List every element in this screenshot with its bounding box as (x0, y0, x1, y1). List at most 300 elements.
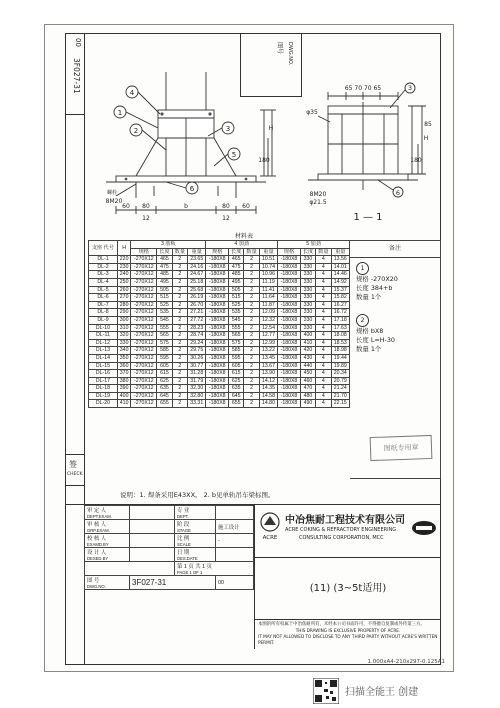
table-cell: DL-9 (89, 316, 118, 324)
title-block (66, 504, 440, 665)
table-row (89, 278, 350, 286)
table-cell: 21.70 (331, 392, 349, 400)
table-cell: -270X12 (131, 324, 157, 332)
note-line: 长度 L=H-30 (356, 336, 395, 344)
table-cell: 4 (316, 385, 331, 393)
table-cell: 13.56 (331, 256, 349, 264)
material-table-wrap (88, 231, 440, 453)
table-cell: 2 (244, 271, 259, 279)
table-cell: 4 (316, 278, 331, 286)
table-cell: 4 (316, 392, 331, 400)
table-cell: 595 (229, 354, 244, 362)
table-row (89, 385, 350, 393)
table-cell: 360 (117, 362, 130, 370)
table-cell: 635 (229, 385, 244, 393)
table-cell: 25.68 (188, 286, 206, 294)
group-header: 5 加劲 (278, 241, 350, 249)
table-cell: 465 (157, 256, 172, 264)
table-cell: 20.79 (331, 377, 349, 385)
table-cell: 2 (244, 278, 259, 286)
table-cell: -180X8 (278, 316, 301, 324)
table-cell: 2 (172, 324, 187, 332)
table-cell: 12.09 (259, 309, 277, 317)
title-block-table (84, 505, 254, 590)
table-cell: 340 (117, 347, 130, 355)
table-cell: DL-13 (89, 347, 118, 355)
table-cell: -180X8 (206, 385, 229, 393)
sub-header: 数量 (172, 248, 187, 256)
table-cell: 430 (300, 354, 315, 362)
table-cell: -270X12 (131, 377, 157, 385)
table-cell: -270X12 (131, 271, 157, 279)
table-cell: 2 (172, 271, 187, 279)
acre-logo-icon (259, 511, 281, 541)
table-cell: -180X8 (278, 339, 301, 347)
table-cell: 4 (316, 294, 331, 302)
table-cell: 535 (157, 309, 172, 317)
table-cell: 460 (300, 377, 315, 385)
table-cell: 300 (117, 316, 130, 324)
note-number: 2 (356, 314, 369, 327)
table-cell: 2 (172, 385, 187, 393)
role-label: 设 计 人 DESED.BY (85, 548, 130, 562)
sidebar-sheet: 00 (74, 38, 82, 47)
table-cell: 410 (300, 339, 315, 347)
table-cell: 410 (117, 400, 130, 408)
table-cell: 12.99 (259, 339, 277, 347)
table-cell: 480 (300, 392, 315, 400)
table-cell: -180X8 (278, 294, 301, 302)
table-cell: -180X8 (278, 370, 301, 378)
notes-header: 备注 (350, 241, 440, 258)
table-cell: 18.08 (331, 332, 349, 340)
table-cell: 2 (244, 347, 259, 355)
table-cell: 4 (316, 339, 331, 347)
table-cell: 11.87 (259, 301, 277, 309)
table-cell: -270X12 (131, 385, 157, 393)
scanner-footer (0, 676, 500, 708)
table-cell: 4 (316, 256, 331, 264)
drawing-frame (65, 33, 441, 665)
table-cell: 330 (300, 309, 315, 317)
elev-label-6: 6 (189, 185, 195, 193)
sidebar-sign-en: CHECK (67, 472, 83, 477)
table-cell: DL-5 (89, 286, 118, 294)
table-cell: 555 (157, 324, 172, 332)
table-cell: 485 (157, 271, 172, 279)
table-cell: 29.75 (188, 347, 206, 355)
field-value (216, 548, 254, 562)
table-cell: 32.30 (188, 385, 206, 393)
table-cell: -270X12 (131, 256, 157, 264)
sub-header: 数量 (316, 248, 331, 256)
table-cell: 330 (300, 263, 315, 271)
copyright-cn: 本图的所有权属于中冶焦耐所有，未经本公司书面许可，不得擅自复制或外传第三方。 (258, 622, 425, 627)
table-cell: 11.19 (259, 278, 277, 286)
note-line: 规格 bX8 (356, 327, 384, 335)
table-cell: -180X8 (278, 271, 301, 279)
table-cell: 485 (229, 271, 244, 279)
table-cell: -270X12 (131, 309, 157, 317)
table-row (89, 392, 350, 400)
table-cell: -180X8 (206, 332, 229, 340)
table-row (89, 294, 350, 302)
table-cell: -180X8 (206, 347, 229, 355)
section-label-3: 3 (407, 84, 413, 92)
table-cell: 14.01 (331, 263, 349, 271)
role-label: 审 核 人 GRP.EXAM. (85, 520, 130, 534)
table-cell: 14.80 (259, 400, 277, 408)
table-cell: -180X8 (206, 324, 229, 332)
table-cell: 615 (229, 370, 244, 378)
table-cell: -180X8 (278, 301, 301, 309)
table-cell: 310 (117, 324, 130, 332)
table-cell: 2 (172, 354, 187, 362)
table-cell: 2 (244, 354, 259, 362)
table-cell: 330 (300, 286, 315, 294)
table-cell: DL-1 (89, 256, 118, 264)
field-label: 阶 段 STAGE (175, 520, 216, 534)
table-row (89, 271, 350, 279)
note-block (356, 262, 434, 302)
table-cell: 26.19 (188, 294, 206, 302)
logo-text: ACRE (262, 535, 278, 541)
group-header: 4 加劲 (206, 241, 278, 249)
table-cell: 4 (316, 354, 331, 362)
table-cell: -270X12 (131, 332, 157, 340)
table-cell: 2 (172, 309, 187, 317)
table-cell: 2 (172, 256, 187, 264)
table-cell: 2 (244, 332, 259, 340)
table-cell: 495 (229, 278, 244, 286)
table-cell: 2 (172, 301, 187, 309)
table-cell: 4 (316, 347, 331, 355)
table-cell: 18.53 (331, 339, 349, 347)
table-cell: 2 (244, 370, 259, 378)
elev-180-label: 180 (258, 157, 270, 164)
mcc-logo-icon (411, 519, 437, 537)
table-cell: 370 (117, 370, 130, 378)
table-cell: 635 (157, 385, 172, 393)
section-drawing (298, 82, 438, 232)
table-cell: 18.98 (331, 347, 349, 355)
sidebar-sign-cn: 签 (69, 460, 77, 469)
table-cell: 20.34 (331, 370, 349, 378)
table-cell: 24.16 (188, 263, 206, 271)
field-value: 施工设计 (216, 520, 254, 534)
section-phi2: φ21.5 (309, 199, 327, 206)
table-cell: 2 (172, 316, 187, 324)
note-number: 1 (356, 262, 369, 275)
table-cell: 525 (229, 301, 244, 309)
table-row (89, 309, 350, 317)
table-cell: 240 (117, 271, 130, 279)
table-cell: 645 (157, 392, 172, 400)
table-cell: 270 (117, 294, 130, 302)
elev-h-label: H (268, 125, 274, 132)
field-label: 比 例 SCALE (175, 534, 216, 548)
table-cell: 13.90 (259, 370, 277, 378)
approval-stamp: 图纸专用章 (370, 435, 433, 461)
elev-label-5: 5 (231, 151, 237, 159)
table-cell: -270X12 (131, 362, 157, 370)
copyright-en1: THIS DRAWING IS EXCLUSIVE PROPERTY OF ACRE. (295, 628, 401, 633)
table-cell: 11.64 (259, 294, 277, 302)
table-cell: -180X8 (206, 256, 229, 264)
sidebar-code-box (66, 34, 84, 115)
table-cell: 320 (117, 332, 130, 340)
table-cell: 505 (229, 286, 244, 294)
table-cell: 330 (300, 256, 315, 264)
signature-cell (130, 548, 175, 562)
company-name-en2: CONSULTING CORPORATION, MCC (299, 535, 384, 541)
table-cell: 220 (117, 256, 130, 264)
table-cell: -270X12 (131, 301, 157, 309)
table-cell: DL-16 (89, 370, 118, 378)
top-dwg-label: DWG.NO. (287, 42, 293, 66)
elev-dim2-1: 12 (222, 215, 230, 222)
table-cell: -180X8 (278, 286, 301, 294)
table-cell: 2 (244, 362, 259, 370)
table-cell: 12.54 (259, 324, 277, 332)
table-cell: 585 (229, 347, 244, 355)
table-cell: 525 (157, 301, 172, 309)
table-cell: -180X8 (206, 278, 229, 286)
table-cell: -270X12 (131, 392, 157, 400)
table-cell: 645 (229, 392, 244, 400)
table-cell: 21.24 (331, 385, 349, 393)
section-label-6: 6 (395, 189, 401, 197)
table-cell: 615 (157, 370, 172, 378)
table-cell: DL-18 (89, 385, 118, 393)
sub-header: 规格 (131, 248, 157, 256)
table-cell: -270X12 (131, 278, 157, 286)
table-row (89, 332, 350, 340)
notes-column (350, 240, 441, 479)
table-cell: -180X8 (206, 370, 229, 378)
table-cell: 14.35 (259, 385, 277, 393)
table-cell: 2 (244, 301, 259, 309)
table-cell: 4 (316, 301, 331, 309)
table-cell: 12.77 (259, 332, 277, 340)
table-cell: -180X8 (206, 377, 229, 385)
table-cell: 290 (117, 309, 130, 317)
signature-cell (130, 534, 175, 548)
table-cell: 17.63 (331, 324, 349, 332)
drawing-sheet (44, 24, 454, 672)
table-cell: 515 (229, 294, 244, 302)
table-cell: 420 (300, 347, 315, 355)
role-label: 审 定 人 DEPT.EXAM. (85, 506, 130, 520)
table-cell: 4 (316, 400, 331, 408)
table-cell: 260 (117, 286, 130, 294)
table-cell: 625 (229, 377, 244, 385)
table-cell: 350 (117, 354, 130, 362)
table-cell: 330 (300, 271, 315, 279)
table-cell: -180X8 (278, 256, 301, 264)
table-cell: 2 (244, 339, 259, 347)
elev-label-1: 1 (117, 109, 123, 117)
table-row (89, 370, 350, 378)
col-h: H (117, 241, 130, 256)
table-cell: 400 (117, 392, 130, 400)
table-cell: DL-11 (89, 332, 118, 340)
table-row (89, 324, 350, 332)
table-row (89, 347, 350, 355)
table-cell: -180X8 (278, 354, 301, 362)
table-row (89, 301, 350, 309)
section-h: H (423, 135, 429, 142)
table-cell: 655 (229, 400, 244, 408)
table-cell: -180X8 (206, 339, 229, 347)
role-label: 校 核 人 EXAMD.BY (85, 534, 130, 548)
table-cell: 14.92 (331, 278, 349, 286)
table-cell: 490 (300, 400, 315, 408)
table-cell: DL-15 (89, 362, 118, 370)
table-cell: -180X8 (278, 392, 301, 400)
table-cell: -180X8 (206, 286, 229, 294)
table-cell: 13.45 (259, 354, 277, 362)
table-cell: 475 (229, 263, 244, 271)
table-cell: 10.74 (259, 263, 277, 271)
table-cell: DL-19 (89, 392, 118, 400)
table-row (89, 263, 350, 271)
table-cell: 2 (172, 362, 187, 370)
section-85: 85 (424, 121, 432, 128)
table-cell: 655 (157, 400, 172, 408)
table-cell: 15.37 (331, 286, 349, 294)
table-cell: 4 (316, 370, 331, 378)
table-cell: 2 (244, 392, 259, 400)
sub-header: 数量 (244, 248, 259, 256)
table-row (89, 400, 350, 408)
table-row (89, 362, 350, 370)
note-line: 规格 -270X20 (356, 275, 398, 283)
company-name-cn: 中冶焦耐工程技术有限公司 (285, 515, 405, 526)
table-cell: 22.15 (331, 400, 349, 408)
table-row (89, 377, 350, 385)
table-cell: 555 (229, 324, 244, 332)
table-cell: -270X12 (131, 347, 157, 355)
table-cell: 4 (316, 332, 331, 340)
table-cell: -270X12 (131, 286, 157, 294)
elev-bolt-label: 8M20 (105, 198, 123, 205)
table-cell: 2 (244, 385, 259, 393)
table-cell: 465 (229, 256, 244, 264)
table-cell: 2 (172, 339, 187, 347)
table-cell: 2 (172, 278, 187, 286)
dwg-no-value: 3F027-31 (130, 576, 216, 590)
copyright-en2: IT MAY NOT ALLOWED TO DISCLOSE TO ANY THIRD PARTY WITHOUT ACRE'S WRITTEN PERMIT. (258, 634, 438, 645)
table-cell: 14.46 (331, 271, 349, 279)
table-cell: -180X8 (206, 362, 229, 370)
table-cell: 30.77 (188, 362, 206, 370)
table-cell: 495 (157, 278, 172, 286)
col-code: 支座 代号 (89, 241, 118, 256)
table-cell: 2 (244, 309, 259, 317)
table-cell: -270X12 (131, 316, 157, 324)
table-cell: 31.28 (188, 370, 206, 378)
table-cell: 605 (157, 362, 172, 370)
scanner-watermark: 扫描全能王 创建 (345, 687, 419, 698)
note-block (356, 314, 434, 354)
sidebar-code: 3F027-31 (72, 58, 81, 94)
table-cell: 17.18 (331, 316, 349, 324)
table-cell: 2 (244, 324, 259, 332)
table-cell: 4 (316, 362, 331, 370)
table-cell: 545 (229, 316, 244, 324)
table-cell: 14.58 (259, 392, 277, 400)
table-cell: 2 (244, 377, 259, 385)
table-cell: DL-6 (89, 294, 118, 302)
table-row (89, 286, 350, 294)
table-cell: 250 (117, 278, 130, 286)
table-row (89, 354, 350, 362)
table-cell: -180X8 (278, 347, 301, 355)
table-cell: -270X12 (131, 400, 157, 408)
table-cell: 12.32 (259, 316, 277, 324)
remark-text: 说明：1. 焊条采用E43XX。 2. b见单轨吊车梁标图。 (120, 491, 275, 499)
elev-label-4: 4 (129, 89, 135, 97)
table-cell: 28.23 (188, 324, 206, 332)
elev-label-2: 2 (133, 127, 139, 135)
table-cell: 440 (300, 362, 315, 370)
table-cell: 2 (172, 377, 187, 385)
title-block-row (85, 506, 254, 520)
table-cell: DL-2 (89, 263, 118, 271)
elev-dim-2: b (184, 203, 188, 210)
dwg-rev: 00 (216, 576, 254, 590)
table-cell: 330 (117, 339, 130, 347)
table-cell: 565 (157, 332, 172, 340)
section-phi: φ35 (306, 109, 318, 116)
table-cell: -270X12 (131, 294, 157, 302)
table-cell: 515 (157, 294, 172, 302)
note-line: 长度 384+b (356, 284, 393, 292)
table-cell: 2 (172, 263, 187, 271)
sub-header: 长度 (157, 248, 172, 256)
table-cell: -180X8 (278, 263, 301, 271)
page-info-spacer (85, 562, 175, 576)
table-cell: 2 (244, 286, 259, 294)
material-table (88, 240, 350, 408)
section-180: 180 (410, 157, 422, 164)
elev-nut-label: 螺栓 (106, 190, 118, 196)
table-cell: -180X8 (206, 316, 229, 324)
table-cell: -180X8 (206, 271, 229, 279)
table-cell: 14.12 (259, 377, 277, 385)
table-cell: -180X8 (278, 377, 301, 385)
table-cell: 2 (172, 294, 187, 302)
table-cell: -180X8 (278, 362, 301, 370)
table-cell: 380 (117, 377, 130, 385)
table-cell: 4 (316, 309, 331, 317)
material-table-title: 材料表 (234, 233, 253, 240)
table-cell: 2 (172, 392, 187, 400)
table-cell: 330 (300, 294, 315, 302)
company-name-en1: ACRE COKING & REFRACTORY ENGINEERING (285, 527, 397, 533)
table-cell: 2 (244, 256, 259, 264)
table-cell: DL-10 (89, 324, 118, 332)
table-row (89, 339, 350, 347)
table-cell: 2 (172, 332, 187, 340)
sub-header: 重量 (259, 248, 277, 256)
table-cell: 4 (316, 377, 331, 385)
table-cell: -270X12 (131, 339, 157, 347)
table-cell: 2 (244, 263, 259, 271)
table-cell: 30.26 (188, 354, 206, 362)
table-cell: -180X8 (278, 332, 301, 340)
